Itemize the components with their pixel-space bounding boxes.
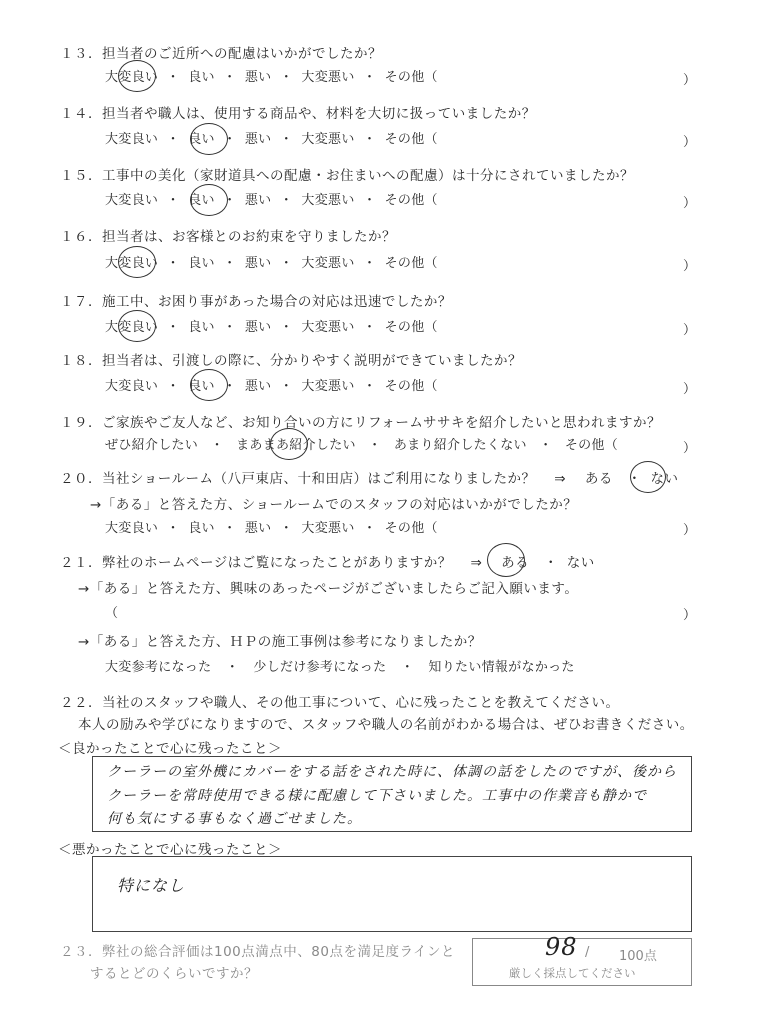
option[interactable]: 悪い	[244, 320, 272, 335]
bad-comment-text: 特になし	[117, 876, 186, 895]
question-17-close-paren: ）	[683, 323, 697, 338]
q20-close-paren: ）	[683, 523, 697, 538]
score-box[interactable]	[472, 933, 692, 986]
option[interactable]: その他（	[384, 70, 438, 85]
option[interactable]: 大変良い	[105, 193, 159, 208]
separator: ・	[362, 132, 377, 147]
separator: ・	[166, 70, 180, 85]
option[interactable]: あまり紹介したくない	[393, 438, 527, 453]
good-comment-line-3: 何も気にする事もなく過ごせました。	[107, 811, 362, 827]
option[interactable]: 大変悪い	[301, 132, 355, 147]
question-19-close-paren: ）	[683, 441, 697, 456]
option[interactable]: ぜひ紹介したい	[105, 438, 199, 453]
option[interactable]: 悪い	[244, 379, 272, 394]
separator: ・	[539, 438, 553, 453]
q22-label-2: 本人の励みや学びになりますので、スタッフや職人の名前がわかる場合は、ぜひお書きください。	[78, 717, 694, 733]
q21-no[interactable]: ない	[566, 555, 595, 571]
option[interactable]: その他（	[564, 438, 619, 453]
separator: ・	[223, 256, 237, 271]
separator: ・	[223, 70, 237, 85]
q23-label-2: するとどのくらいですか？	[90, 966, 258, 982]
score-max: 100点	[619, 949, 657, 964]
option[interactable]: 悪い	[244, 256, 272, 271]
option[interactable]: その他（	[384, 256, 438, 271]
q23-label-1: ２３．弊社の総合評価は100点満点中、80点を満足度ラインと	[60, 944, 456, 960]
option[interactable]: その他（	[384, 379, 438, 394]
bad-comment-box[interactable]	[92, 856, 692, 932]
q22-label-1: ２２．当社のスタッフや職人、その他工事について、心に残ったことを教えてください。	[60, 695, 620, 711]
separator: ・	[166, 193, 180, 208]
q20-no[interactable]: ない	[650, 471, 679, 487]
separator: ・	[362, 70, 377, 85]
option[interactable]: 悪い	[244, 70, 272, 85]
option[interactable]: 大変悪い	[301, 193, 355, 208]
option[interactable]: 良い	[188, 379, 215, 394]
question-19-label: １９．ご家族やご友人など、お知り合いの方にリフォームササキを紹介したいと思われますか？	[60, 415, 662, 431]
option[interactable]: 良い	[188, 132, 215, 147]
q20-options: 大変良い ・ 良い ・ 悪い ・ 大変悪い ・ その他（	[105, 521, 438, 536]
good-comment-line-1: クーラーの室外機にカバーをする話をされた時に、体調の話をしたのですが、後から	[107, 764, 677, 780]
question-17-label: １７．施工中、お困り事があった場合の対応は迅速でしたか？	[60, 294, 452, 310]
separator: ・	[279, 193, 294, 208]
separator: ・	[279, 132, 294, 147]
option[interactable]: その他（	[384, 132, 438, 147]
separator: ・	[279, 379, 294, 394]
question-15-label: １５．工事中の美化（家財道具への配慮・お住まいへの配慮）は十分にされていましたか？	[60, 168, 634, 184]
separator: ・	[166, 256, 180, 271]
question-19-options	[105, 434, 618, 453]
good-comment-line-2: クーラーを常時使用できる様に配慮して下さいました。工事中の作業音も静かで	[107, 788, 647, 804]
question-18-options	[105, 375, 438, 394]
question-18-label: １８．担当者は、引渡しの際に、分かりやすく説明ができていましたか？	[60, 353, 522, 369]
option[interactable]: 大変悪い	[301, 70, 355, 85]
question-16-close-paren: ）	[683, 259, 697, 274]
separator: ・	[279, 320, 294, 335]
option[interactable]: 良い	[188, 70, 215, 85]
q21-yes[interactable]: ある	[501, 555, 530, 571]
question-14-close-paren: ）	[683, 135, 697, 150]
separator: ・	[166, 132, 180, 147]
q20-sub-label: →「ある」と答えた方、ショールームでのスタッフの対応はいかがでしたか？	[90, 497, 578, 513]
question-13-options	[105, 66, 438, 85]
option[interactable]: 大変悪い	[301, 256, 355, 271]
option[interactable]: 大変良い	[105, 320, 159, 335]
question-18-close-paren: ）	[683, 382, 697, 397]
score-slash: /	[585, 945, 590, 960]
option[interactable]: 大変悪い	[301, 320, 355, 335]
separator: ・	[223, 132, 237, 147]
separator: ・	[362, 379, 377, 394]
option[interactable]: 良い	[188, 320, 215, 335]
option[interactable]: 大変良い	[105, 379, 159, 394]
option[interactable]: 大変悪い	[301, 379, 355, 394]
separator: ・	[223, 379, 237, 394]
option[interactable]: 悪い	[244, 132, 272, 147]
q21-options: 大変参考になった ・ 少しだけ参考になった ・ 知りたい情報がなかった	[105, 660, 575, 675]
separator: ・	[362, 320, 377, 335]
question-16-options	[105, 252, 438, 271]
question-15-close-paren: ）	[683, 196, 697, 211]
option[interactable]: 大変良い	[105, 256, 159, 271]
separator: ・	[362, 193, 377, 208]
q20-yes[interactable]: ある	[584, 471, 613, 487]
q22-good-heading: ＜良かったことで心に残ったこと＞	[58, 741, 282, 757]
separator: ・	[210, 438, 224, 453]
separator: ・	[279, 70, 294, 85]
question-15-options	[105, 189, 438, 208]
separator: ・	[223, 193, 237, 208]
option[interactable]: 悪い	[244, 193, 272, 208]
q22-bad-heading: ＜悪かったことで心に残ったこと＞	[58, 842, 282, 858]
question-13-label: １３．担当者のご近所への配慮はいかがでしたか？	[60, 46, 382, 62]
score-value: 98	[545, 933, 578, 961]
q21-open-paren: （	[105, 606, 119, 621]
option[interactable]: 大変良い	[105, 70, 159, 85]
q21-sub-label-2: →「ある」と答えた方、ＨＰの施工事例は参考になりましたか？	[78, 634, 482, 650]
option[interactable]: 大変良い	[105, 132, 159, 147]
option[interactable]: その他（	[384, 193, 438, 208]
separator: ・	[368, 438, 382, 453]
option[interactable]: 良い	[188, 193, 215, 208]
q21-label: ２１．弊社のホームページはご覧になったことがありますか？ ⇒ ある ・ ない	[60, 555, 595, 571]
q21-close-paren: ）	[683, 608, 697, 623]
separator: ・	[279, 256, 294, 271]
option[interactable]: まあまあ紹介したい	[236, 438, 356, 453]
question-17-options	[105, 316, 438, 335]
question-14-options	[105, 128, 438, 147]
option[interactable]: その他（	[384, 320, 438, 335]
good-comment-box[interactable]	[92, 756, 692, 832]
question-14-label: １４．担当者や職人は、使用する商品や、材料を大切に扱っていましたか？	[60, 106, 536, 122]
score-note: 厳しく採点してください	[509, 966, 636, 980]
separator: ・	[166, 379, 180, 394]
option[interactable]: 良い	[188, 256, 215, 271]
separator: ・	[166, 320, 180, 335]
separator: ・	[223, 320, 237, 335]
q21-sub-label-1: →「ある」と答えた方、興味のあったページがございましたらご記入願います。	[78, 581, 579, 597]
separator: ・	[362, 256, 377, 271]
question-13-close-paren: ）	[683, 73, 697, 88]
question-16-label: １６．担当者は、お客様とのお約束を守りましたか？	[60, 229, 396, 245]
q20-label: ２０．当社ショールーム（八戸東店、十和田店）はご利用になりましたか？ ⇒ ある ・ ない	[60, 471, 679, 487]
